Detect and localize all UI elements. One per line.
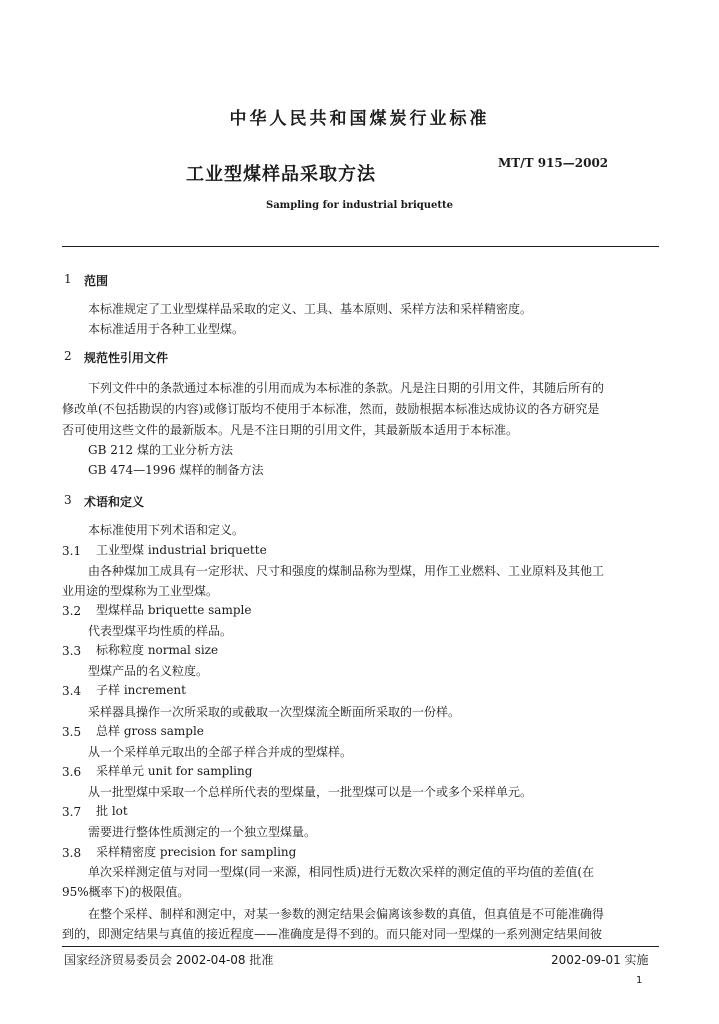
term-number: 3.5 <box>62 725 82 739</box>
page-number: 1 <box>636 975 643 986</box>
reference-item: GB 212 煤的工业分析方法 <box>88 443 233 457</box>
term-definition: 单次采样测定值与对同一型煤(同一来源，相同性质)进行无数次采样的测定值的平均值的差值(在 <box>88 865 595 879</box>
term-number: 3.3 <box>62 644 82 658</box>
document-title: 工业型煤样品采取方法 <box>186 164 376 185</box>
section-number: 1 <box>64 272 72 286</box>
section-number: 2 <box>64 349 72 363</box>
term-heading: 采样精密度 precision for sampling <box>96 845 297 859</box>
section-title-scope: 范围 <box>84 274 109 288</box>
term-heading: 型煤样品 briquette sample <box>96 603 252 617</box>
term-number: 3.4 <box>62 684 82 698</box>
term-definition: 从一批型煤中采取一个总样所代表的型煤量，一批型煤可以是一个或多个采样单元。 <box>88 785 533 799</box>
term-number: 3.7 <box>62 805 82 819</box>
header-rule <box>62 246 659 247</box>
term-definition: 代表型煤平均性质的样品。 <box>88 624 233 638</box>
reference-item: GB 474—1996 煤样的制备方法 <box>88 463 264 477</box>
paragraph-line: 下列文件中的条款通过本标准的引用而成为本标准的条款。凡是注日期的引用文件，其随后所有的 <box>88 381 605 395</box>
term-definition: 在整个采样、制样和测定中，对某一参数的测定结果会偏离该参数的真值，但真值是不可能准确得 <box>88 907 605 921</box>
term-heading: 工业型煤 industrial briquette <box>96 543 267 557</box>
approval-note: 国家经济贸易委员会 2002-04-08 批准 <box>64 953 274 967</box>
paragraph: 本标准适用于各种工业型煤。 <box>88 322 245 336</box>
term-definition: 型煤产品的名义粒度。 <box>88 664 209 678</box>
paragraph-line: 否可使用这些文件的最新版本。凡是不注日期的引用文件，其最新版本适用于本标准。 <box>62 423 519 437</box>
section-title-terms: 术语和定义 <box>84 495 145 509</box>
term-number: 3.8 <box>62 846 82 860</box>
term-number: 3.1 <box>62 544 82 558</box>
term-number: 3.6 <box>62 765 82 779</box>
term-number: 3.2 <box>62 604 82 618</box>
term-definition: 从一个采样单元取出的全部子样合并成的型煤样。 <box>88 745 353 759</box>
term-definition: 由各种煤加工成具有一定形状、尺寸和强度的煤制品称为型煤，用作工业燃料、工业原料及其他工 <box>88 564 605 578</box>
industry-standard-heading: 中华人民共和国煤炭行业标准 <box>229 109 490 129</box>
document-title-english: Sampling for industrial briquette <box>265 200 454 211</box>
term-heading: 采样单元 unit for sampling <box>96 764 253 778</box>
standard-code: MT/T 915—2002 <box>498 156 609 170</box>
section-number: 3 <box>64 493 72 507</box>
paragraph-line: 修改单(不包括勘误的内容)或修订版均不使用于本标准，然而，鼓励根据本标准达成协议的各方研究是 <box>62 402 600 416</box>
effective-date: 2002-09-01 实施 <box>551 953 649 967</box>
paragraph: 本标准规定了工业型煤样品采取的定义、工具、基本原则、采样方法和采样精密度。 <box>88 302 533 316</box>
term-definition: 到的，即测定结果与真值的接近程度——准确度是得不到的。而只能对同一型煤的一系列测定结果间彼 <box>62 927 603 941</box>
term-definition: 需要进行整体性质测定的一个独立型煤量。 <box>88 825 317 839</box>
section-title-references: 规范性引用文件 <box>84 351 169 365</box>
footer-rule <box>62 946 659 947</box>
term-heading: 批 lot <box>96 804 128 818</box>
term-heading: 标称粒度 normal size <box>96 643 219 657</box>
term-definition: 业用途的型煤称为工业型煤。 <box>62 584 219 598</box>
term-definition: 采样器具操作一次所采取的或截取一次型煤流全断面所采取的一份样。 <box>88 705 461 719</box>
term-heading: 子样 increment <box>96 683 186 697</box>
term-definition: 95%概率下)的极限值。 <box>62 885 190 899</box>
term-heading: 总样 gross sample <box>96 724 204 738</box>
paragraph: 本标准使用下列术语和定义。 <box>88 523 245 537</box>
